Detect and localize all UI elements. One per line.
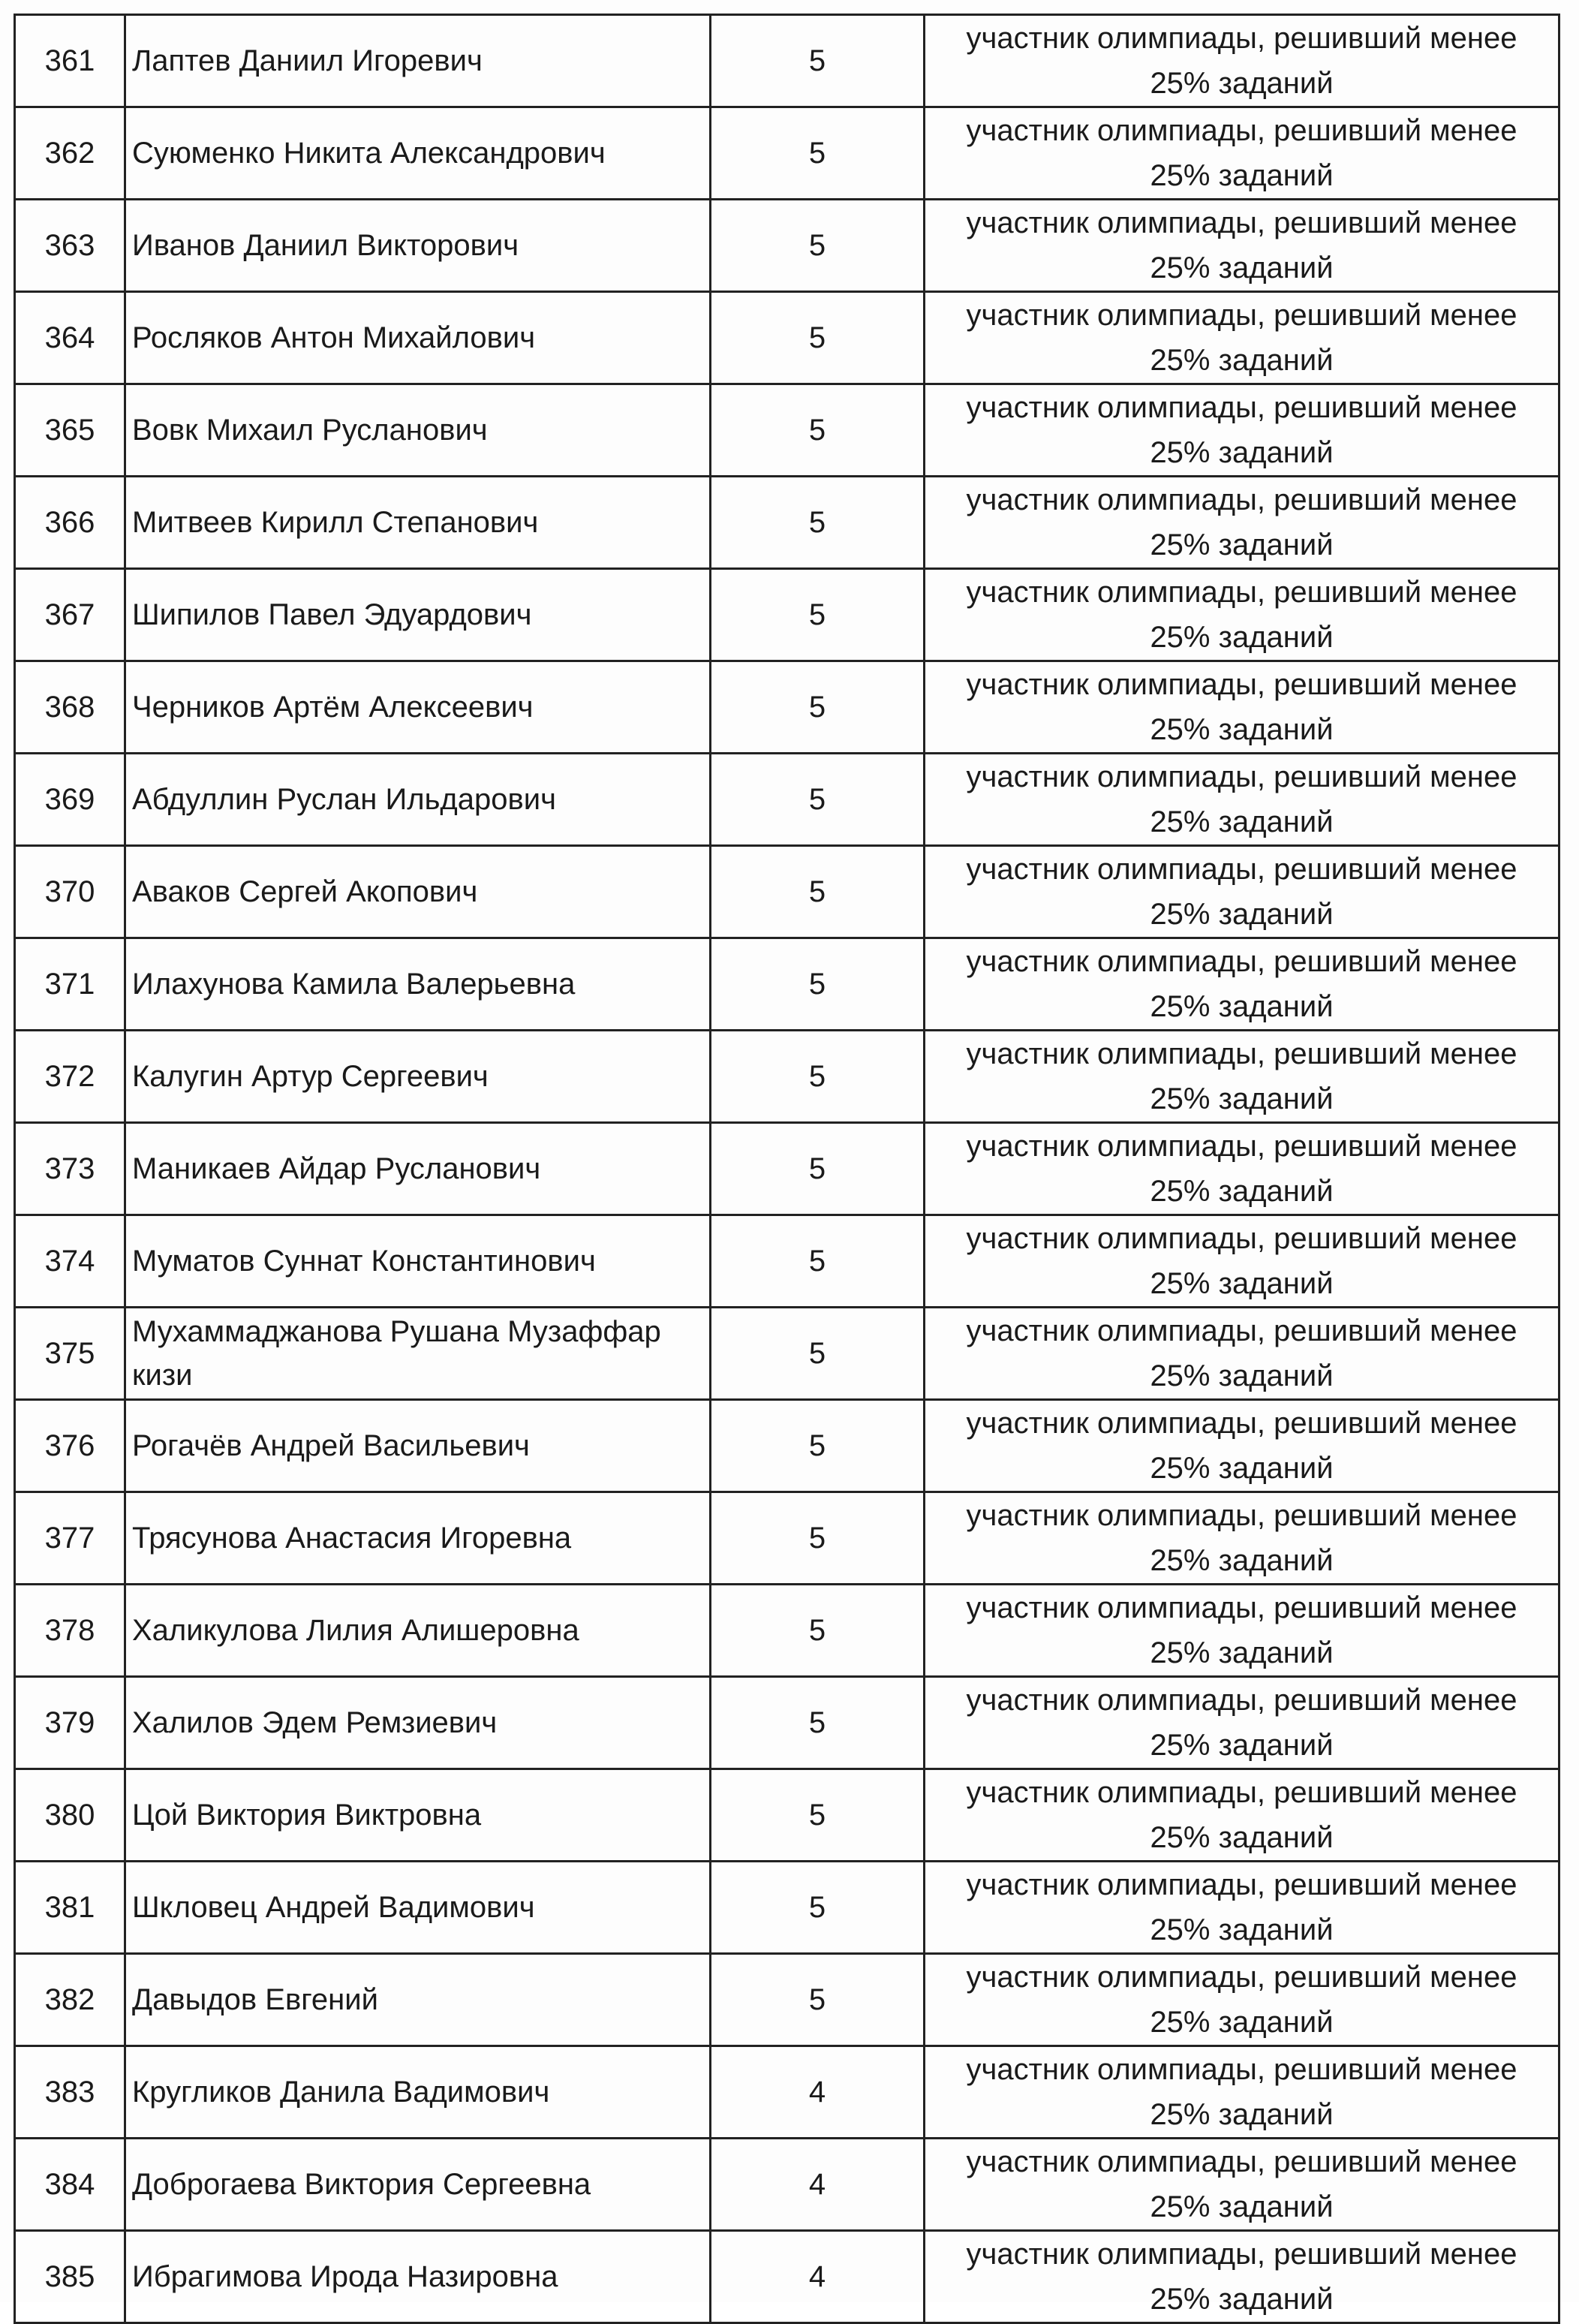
row-number: 374 [15, 1215, 125, 1308]
participant-score: 5 [711, 1215, 925, 1308]
status-line-1: участник олимпиады, решивший менее [966, 1222, 1517, 1255]
status-line-1: участник олимпиады, решивший менее [966, 1684, 1517, 1717]
table-row [15, 1215, 1559, 1308]
status-line-1: участник олимпиады, решивший менее [966, 1776, 1517, 1809]
table-row [15, 384, 1559, 477]
table-row [15, 938, 1559, 1031]
participant-name: Суюменко Никита Александрович [125, 107, 711, 200]
participant-name: Шипилов Павел Эдуардович [125, 569, 711, 661]
participant-score: 5 [711, 1123, 925, 1215]
participant-name: Ибрагимова Ирода Назировна [125, 2231, 711, 2323]
table-row [15, 1400, 1559, 1492]
participant-score: 5 [711, 661, 925, 754]
row-number: 383 [15, 2046, 125, 2139]
participant-score: 5 [711, 477, 925, 569]
table-row [15, 15, 1559, 107]
status-line-1: участник олимпиады, решивший менее [966, 114, 1517, 147]
row-number: 381 [15, 1862, 125, 1954]
status-line-1: участник олимпиады, решивший менее [966, 2238, 1517, 2271]
status-line-1: участник олимпиады, решивший менее [966, 1868, 1517, 1901]
table-row [15, 1677, 1559, 1769]
status-line-2: 25% заданий [1150, 1913, 1334, 1946]
status-line-2: 25% заданий [1150, 1082, 1334, 1115]
participant-name: Шкловец Андрей Вадимович [125, 1862, 711, 1954]
row-number: 385 [15, 2231, 125, 2323]
participant-status [925, 1862, 1559, 1954]
status-line-2: 25% заданий [1150, 1359, 1334, 1392]
status-line-1: участник олимпиады, решивший менее [966, 1961, 1517, 1994]
table-row [15, 1769, 1559, 1862]
row-number: 366 [15, 477, 125, 569]
participant-status [925, 938, 1559, 1031]
participant-score: 4 [711, 2139, 925, 2231]
table-row [15, 200, 1559, 292]
status-line-2: 25% заданий [1150, 1267, 1334, 1300]
status-line-2: 25% заданий [1150, 344, 1334, 377]
participant-name: Лаптев Даниил Игоревич [125, 15, 711, 107]
row-number: 376 [15, 1400, 125, 1492]
table-row [15, 754, 1559, 846]
participant-status [925, 1400, 1559, 1492]
status-line-1: участник олимпиады, решивший менее [966, 2145, 1517, 2178]
status-line-2: 25% заданий [1150, 898, 1334, 931]
status-line-2: 25% заданий [1150, 2098, 1334, 2131]
status-line-1: участник олимпиады, решивший менее [966, 760, 1517, 793]
participant-score: 5 [711, 569, 925, 661]
status-line-2: 25% заданий [1150, 1544, 1334, 1577]
participant-score: 5 [711, 107, 925, 200]
participant-status [925, 1215, 1559, 1308]
participant-name: Трясунова Анастасия Игоревна [125, 1492, 711, 1585]
table-row [15, 107, 1559, 200]
status-line-1: участник олимпиады, решивший менее [966, 1591, 1517, 1624]
table-row [15, 1031, 1559, 1123]
table-row [15, 1123, 1559, 1215]
participant-status [925, 292, 1559, 384]
row-number: 373 [15, 1123, 125, 1215]
participant-score: 5 [711, 200, 925, 292]
status-line-1: участник олимпиады, решивший менее [966, 483, 1517, 516]
status-line-1: участник олимпиады, решивший менее [966, 2053, 1517, 2086]
status-line-2: 25% заданий [1150, 1821, 1334, 1854]
participant-name: Халикулова Лилия Алишеровна [125, 1585, 711, 1677]
table-row [15, 1308, 1559, 1400]
row-number: 375 [15, 1308, 125, 1400]
participant-name: Рогачёв Андрей Васильевич [125, 1400, 711, 1492]
participant-name: Муматов Суннат Константинович [125, 1215, 711, 1308]
participant-name: Абдуллин Руслан Ильдарович [125, 754, 711, 846]
participant-name: Иванов Даниил Викторович [125, 200, 711, 292]
participant-status [925, 1954, 1559, 2046]
participant-name: Росляков Антон Михайлович [125, 292, 711, 384]
status-line-2: 25% заданий [1150, 990, 1334, 1023]
row-number: 361 [15, 15, 125, 107]
status-line-2: 25% заданий [1150, 67, 1334, 100]
status-line-1: участник олимпиады, решивший менее [966, 299, 1517, 332]
status-line-2: 25% заданий [1150, 713, 1334, 746]
status-line-2: 25% заданий [1150, 1175, 1334, 1208]
participant-score: 5 [711, 384, 925, 477]
participant-name: Доброгаева Виктория Сергеевна [125, 2139, 711, 2231]
participant-score: 4 [711, 2046, 925, 2139]
status-line-1: участник олимпиады, решивший менее [966, 1407, 1517, 1440]
participant-score: 5 [711, 1954, 925, 2046]
participant-score: 5 [711, 292, 925, 384]
participant-status [925, 661, 1559, 754]
participant-status [925, 107, 1559, 200]
status-line-1: участник олимпиады, решивший менее [966, 1499, 1517, 1532]
participant-status [925, 384, 1559, 477]
participant-status [925, 2139, 1559, 2231]
status-line-1: участник олимпиады, решивший менее [966, 1314, 1517, 1347]
participant-name: Давыдов Евгений [125, 1954, 711, 2046]
participant-status [925, 1123, 1559, 1215]
row-number: 368 [15, 661, 125, 754]
participant-score: 5 [711, 1585, 925, 1677]
participant-status [925, 569, 1559, 661]
row-number: 371 [15, 938, 125, 1031]
table-row [15, 1585, 1559, 1677]
status-line-2: 25% заданий [1150, 805, 1334, 838]
participant-name: Цой Виктория Виктровна [125, 1769, 711, 1862]
table-row [15, 1492, 1559, 1585]
participant-score: 5 [711, 1862, 925, 1954]
participant-status [925, 477, 1559, 569]
participant-name: Калугин Артур Сергеевич [125, 1031, 711, 1123]
row-number: 377 [15, 1492, 125, 1585]
participant-score: 5 [711, 1492, 925, 1585]
row-number: 382 [15, 1954, 125, 2046]
status-line-2: 25% заданий [1150, 621, 1334, 654]
row-number: 384 [15, 2139, 125, 2231]
table-row [15, 846, 1559, 938]
status-line-2: 25% заданий [1150, 159, 1334, 192]
participant-name: Кругликов Данила Вадимович [125, 2046, 711, 2139]
status-line-2: 25% заданий [1150, 251, 1334, 284]
participant-status [925, 15, 1559, 107]
participant-status [925, 846, 1559, 938]
participant-name: Черников Артём Алексеевич [125, 661, 711, 754]
table-row [15, 661, 1559, 754]
participant-name: Мухаммаджанова Рушана Музаффар кизи [125, 1308, 711, 1400]
row-number: 369 [15, 754, 125, 846]
participant-status [925, 1585, 1559, 1677]
status-line-1: участник олимпиады, решивший менее [966, 391, 1517, 424]
participant-score: 5 [711, 1400, 925, 1492]
row-number: 367 [15, 569, 125, 661]
row-number: 363 [15, 200, 125, 292]
table-row [15, 477, 1559, 569]
results-table-body [15, 15, 1559, 2323]
status-line-2: 25% заданий [1150, 2190, 1334, 2223]
participant-status [925, 1769, 1559, 1862]
status-line-1: участник олимпиады, решивший менее [966, 576, 1517, 609]
participant-name: Илахунова Камила Валерьевна [125, 938, 711, 1031]
status-line-2: 25% заданий [1150, 436, 1334, 469]
status-line-2: 25% заданий [1150, 2283, 1334, 2316]
participant-name: Маникаев Айдар Русланович [125, 1123, 711, 1215]
table-row [15, 292, 1559, 384]
participant-status [925, 1308, 1559, 1400]
participant-score: 5 [711, 1769, 925, 1862]
status-line-1: участник олимпиады, решивший менее [966, 22, 1517, 55]
row-number: 379 [15, 1677, 125, 1769]
row-number: 378 [15, 1585, 125, 1677]
participant-name: Аваков Сергей Акопович [125, 846, 711, 938]
row-number: 362 [15, 107, 125, 200]
participant-score: 5 [711, 1308, 925, 1400]
participant-score: 5 [711, 15, 925, 107]
participant-score: 4 [711, 2231, 925, 2323]
status-line-1: участник олимпиады, решивший менее [966, 945, 1517, 978]
status-line-1: участник олимпиады, решивший менее [966, 1037, 1517, 1070]
row-number: 372 [15, 1031, 125, 1123]
participant-score: 5 [711, 754, 925, 846]
table-row [15, 1954, 1559, 2046]
results-table [14, 14, 1560, 2324]
participant-name: Митвеев Кирилл Степанович [125, 477, 711, 569]
status-line-2: 25% заданий [1150, 2006, 1334, 2039]
participant-status [925, 2046, 1559, 2139]
status-line-1: участник олимпиады, решивший менее [966, 668, 1517, 701]
status-line-1: участник олимпиады, решивший менее [966, 206, 1517, 239]
status-line-2: 25% заданий [1150, 1729, 1334, 1762]
participant-status [925, 1492, 1559, 1585]
participant-name: Вовк Михаил Русланович [125, 384, 711, 477]
status-line-1: участник олимпиады, решивший менее [966, 853, 1517, 886]
status-line-2: 25% заданий [1150, 1452, 1334, 1485]
row-number: 380 [15, 1769, 125, 1862]
participant-name: Халилов Эдем Ремзиевич [125, 1677, 711, 1769]
participant-score: 5 [711, 938, 925, 1031]
participant-score: 5 [711, 1031, 925, 1123]
table-row [15, 2139, 1559, 2231]
table-row [15, 2231, 1559, 2323]
participant-status [925, 200, 1559, 292]
participant-status [925, 1031, 1559, 1123]
row-number: 364 [15, 292, 125, 384]
row-number: 365 [15, 384, 125, 477]
table-row [15, 1862, 1559, 1954]
participant-score: 5 [711, 1677, 925, 1769]
participant-status [925, 1677, 1559, 1769]
participant-status [925, 2231, 1559, 2323]
table-row [15, 569, 1559, 661]
status-line-2: 25% заданий [1150, 528, 1334, 561]
status-line-1: участник олимпиады, решивший менее [966, 1130, 1517, 1163]
table-row [15, 2046, 1559, 2139]
status-line-2: 25% заданий [1150, 1636, 1334, 1669]
participant-score: 5 [711, 846, 925, 938]
row-number: 370 [15, 846, 125, 938]
participant-status [925, 754, 1559, 846]
